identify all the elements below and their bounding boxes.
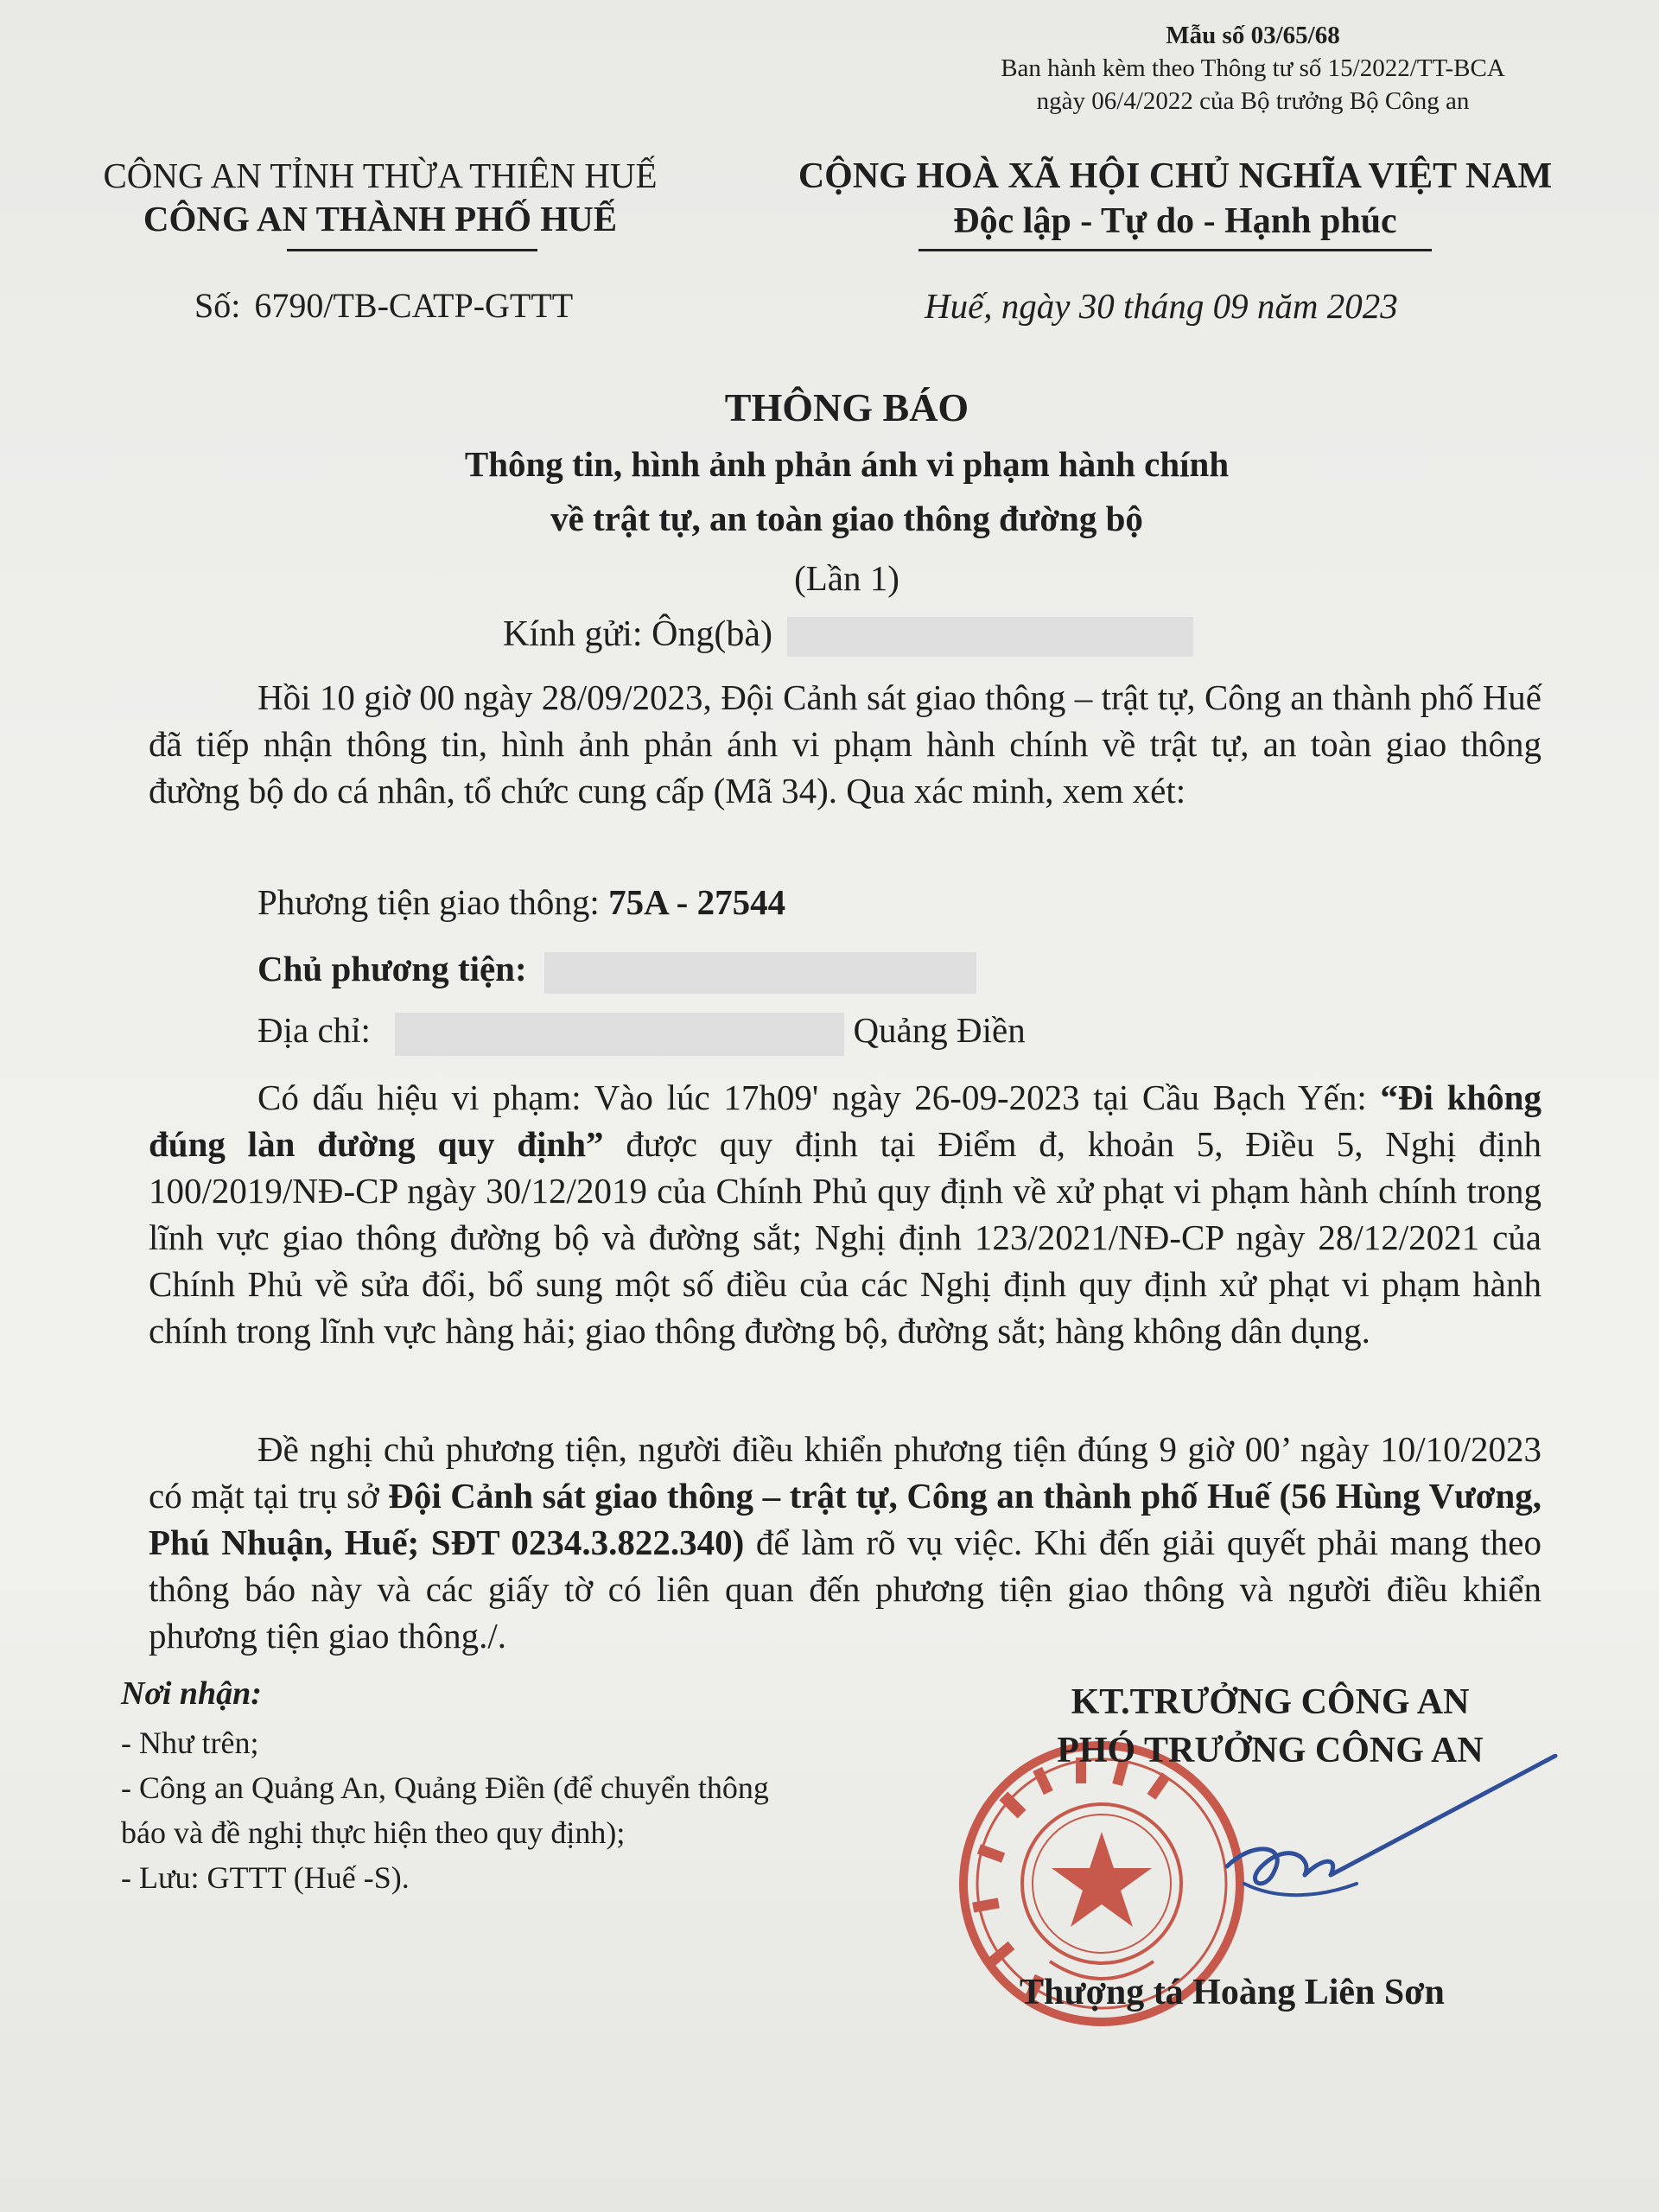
parent-agency: CÔNG AN TỈNH THỪA THIÊN HUẾ — [103, 156, 658, 195]
form-ref-line1: Ban hành kèm theo Thông tư số 15/2022/TT-BCA — [1001, 54, 1505, 82]
document-title: THÔNG BÁO — [724, 385, 969, 429]
unit-underline — [287, 249, 537, 251]
request-place: Đội Cảnh sát giao thông – trật tự, Công an thành phố Huế (56 Hùng Vương, Phú Nhuận, Huế; SĐT 0234.3.822.340) — [149, 1476, 1541, 1562]
request-intro: Đề nghị chủ phương tiện, người điều khiển phương tiện đúng 9 giờ 00’ ngày 10/10/2023 có mặt tại trụ sở — [149, 1429, 1541, 1516]
recipients-heading: Nơi nhận: — [121, 1675, 262, 1712]
recipient-item: - Như trên; — [121, 1726, 259, 1760]
address-field — [257, 1009, 1026, 1056]
address-visible-part: Quảng Điền — [853, 1010, 1026, 1050]
request-rest: để làm rõ vụ việc. Khi đến giải quyết phải mang theo thông báo này và các giấy tờ có liên quan đến phương tiện giao thông và người điều khiển phương tiện giao thông./. — [149, 1522, 1541, 1656]
form-code: Mẫu số 03/65/68 — [1166, 22, 1340, 49]
redacted-address — [395, 1013, 844, 1056]
form-reference — [950, 19, 1555, 118]
violation-legal-basis: được quy định tại Điểm đ, khoản 5, Điều 5, Nghị định 100/2019/NĐ-CP ngày 30/12/2019 của Chính Phủ quy định về xử phạt vi phạm hành chính trong lĩnh vực giao thông đường bộ và đường sắt; Nghị định 123/2021/NĐ-CP ngày 28/12/2021 của Chính Phủ về sửa đổi, bổ sung một số điều của các Nghị định quy định xử phạt vi phạm hành chính trong lĩnh vực hàng hải; giao thông đường bộ, đường sắt; hàng không dân dụng. — [149, 1124, 1541, 1351]
form-ref-line2: ngày 06/4/2022 của Bộ trưởng Bộ Công an — [1036, 87, 1470, 115]
document-number-label: Số: — [194, 286, 241, 325]
signatory-title-line1: KT.TRƯỞNG CÔNG AN — [1071, 1682, 1470, 1722]
vehicle-label: Phương tiện giao thông: — [257, 882, 600, 922]
document-subtitle-line2: về trật tự, an toàn giao thông đường bộ — [550, 499, 1143, 538]
violation-name: “Đi không đúng làn đường quy định” — [149, 1077, 1541, 1164]
signer-name: Thượng tá Hoàng Liên Sơn — [1020, 1973, 1445, 2012]
violation-paragraph — [149, 1074, 1541, 1354]
owner-label: Chủ phương tiện: — [257, 949, 527, 988]
document-number-value: 6790/TB-CATP-GTTT — [254, 286, 574, 325]
issuing-agency-header — [69, 154, 691, 240]
recipient-item: - Công an Quảng An, Quảng Điền (để chuyển thông — [121, 1770, 769, 1805]
document-subtitle-line1: Thông tin, hình ảnh phản ánh vi phạm hành chính — [464, 444, 1230, 484]
vehicle-field — [257, 881, 785, 923]
vehicle-plate: 75A - 27544 — [608, 882, 786, 922]
owner-field — [257, 948, 976, 994]
violation-intro: Có dấu hiệu vi phạm: Vào lúc 17h09' ngày 26-09-2023 tại Cầu Bạch Yến: — [257, 1077, 1367, 1117]
recipient-label: Kính gửi: Ông(bà) — [503, 614, 773, 654]
address-label: Địa chỉ: — [257, 1010, 371, 1050]
signatory-title-line2: PHÓ TRƯỞNG CÔNG AN — [1057, 1731, 1484, 1770]
redacted-owner-name — [544, 952, 976, 994]
national-header — [743, 154, 1607, 244]
notice-round: (Lần 1) — [794, 558, 899, 598]
request-paragraph — [149, 1426, 1541, 1659]
intro-paragraph — [149, 674, 1541, 814]
handwritten-signature-icon — [1192, 1754, 1573, 1927]
recipient-item: báo và đề nghị thực hiện theo quy định); — [121, 1815, 626, 1850]
place-date: Huế, ngày 30 tháng 09 năm 2023 — [925, 286, 1398, 326]
recipient-line — [503, 613, 1193, 657]
country-name: CỘNG HOÀ XÃ HỘI CHỦ NGHĨA VIỆT NAM — [798, 156, 1553, 196]
recipient-item: - Lưu: GTTT (Huế -S). — [121, 1860, 410, 1895]
document-number — [194, 285, 573, 326]
motto-underline — [918, 249, 1432, 251]
issuing-unit: CÔNG AN THÀNH PHỐ HUẾ — [143, 199, 618, 238]
national-motto: Độc lập - Tự do - Hạnh phúc — [953, 201, 1397, 241]
intro-text: Hồi 10 giờ 00 ngày 28/09/2023, Đội Cảnh sát giao thông – trật tự, Công an thành phố Huế đã tiếp nhận thông tin, hình ảnh phản ánh vi phạm hành chính về trật tự, an toàn giao thông đường bộ do cá nhân, tổ chức cung cấp (Mã 34). Qua xác minh, xem xét: — [149, 677, 1541, 810]
redacted-recipient-name — [787, 617, 1193, 657]
